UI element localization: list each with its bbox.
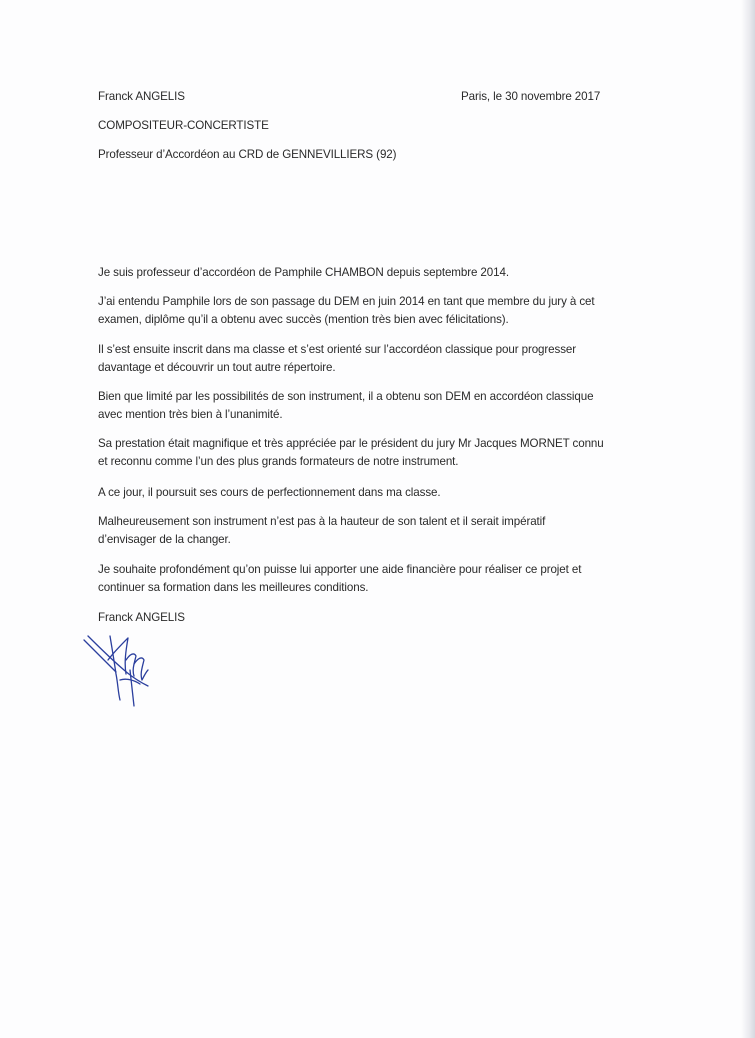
paragraph-6-line-1: A ce jour, il poursuit ses cours de perfectionnement dans ma classe.	[98, 486, 441, 499]
paragraph-7-line-1: Malheureusement son instrument n’est pas à la hauteur de son talent et il serait impératif	[98, 515, 546, 528]
paragraph-4-line-1: Bien que limité par les possibilités de son instrument, il a obtenu son DEM en accordéon classique	[98, 390, 594, 403]
sender-title: COMPOSITEUR-CONCERTISTE	[98, 119, 269, 132]
paragraph-1-line-1: Je suis professeur d’accordéon de Pamphile CHAMBON depuis septembre 2014.	[98, 266, 509, 279]
paragraph-8-line-1: Je souhaite profondément qu’on puisse lui apporter une aide financière pour réaliser ce projet et	[98, 563, 582, 576]
paragraph-6	[98, 484, 628, 502]
paragraph-3-line-2: davantage et découvrir un tout autre répertoire.	[98, 361, 336, 374]
date-line: Paris, le 30 novembre 2017	[461, 90, 601, 103]
paragraph-2-line-1: J’ai entendu Pamphile lors de son passage du DEM en juin 2014 en tant que membre du jury à cet	[98, 295, 595, 308]
paragraph-7-line-2: d’envisager de la changer.	[98, 533, 231, 546]
paragraph-3	[98, 341, 628, 377]
sender-name: Franck ANGELIS	[98, 90, 185, 103]
scan-edge-shadow	[741, 0, 755, 1038]
paragraph-2	[98, 293, 628, 329]
paragraph-5-line-2: et reconnu comme l’un des plus grands formateurs de notre instrument.	[98, 455, 459, 468]
paragraph-5	[98, 435, 628, 471]
paragraph-4-line-2: avec mention très bien à l’unanimité.	[98, 408, 283, 421]
sender-position: Professeur d’Accordéon au CRD de GENNEVILLIERS (92)	[98, 148, 397, 161]
closing-name: Franck ANGELIS	[98, 611, 185, 624]
paragraph-8-line-2: continuer sa formation dans les meilleures conditions.	[98, 581, 369, 594]
paragraph-5-line-1: Sa prestation était magnifique et très appréciée par le président du jury Mr Jacques MORNET connu	[98, 437, 604, 450]
handwritten-signature	[80, 630, 160, 712]
paragraph-4	[98, 388, 628, 424]
paragraph-1	[98, 264, 628, 282]
paragraph-8	[98, 561, 628, 597]
paragraph-2-line-2: examen, diplôme qu’il a obtenu avec succès (mention très bien avec félicitations).	[98, 313, 509, 326]
paragraph-7	[98, 513, 628, 549]
paragraph-3-line-1: Il s’est ensuite inscrit dans ma classe et s’est orienté sur l’accordéon classique pour progresser	[98, 343, 577, 356]
